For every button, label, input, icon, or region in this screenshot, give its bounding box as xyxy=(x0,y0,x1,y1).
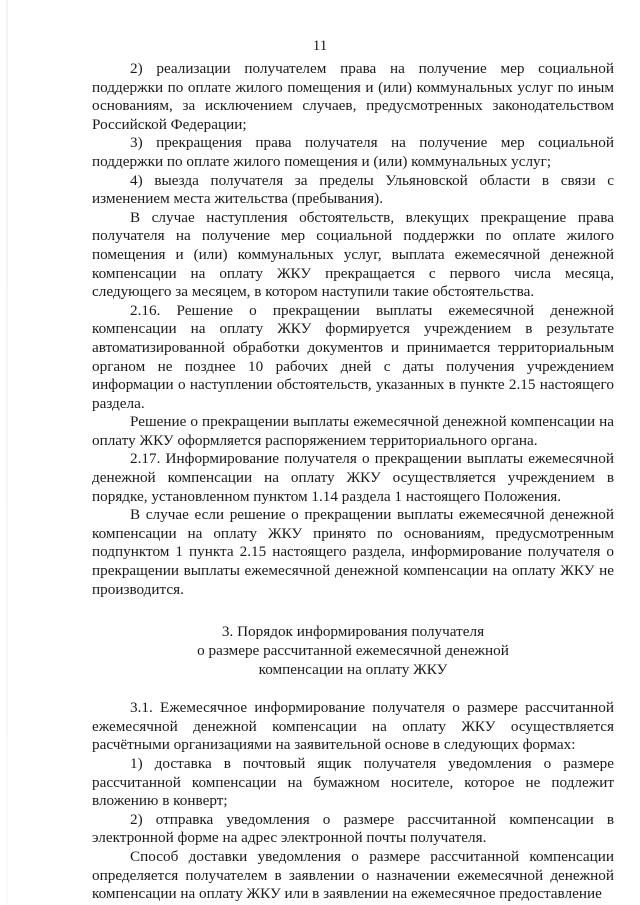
heading-line-2: о размере рассчитанной ежемесячной денежной xyxy=(197,642,509,660)
page-number: 11 xyxy=(312,38,328,54)
heading-line-3: компенсации на оплату ЖКУ xyxy=(258,661,448,679)
paragraph-form-2: 2) отправка уведомления о размере рассчитанной компенсации в электронной форме на адрес электронной почты получателя. xyxy=(92,810,614,847)
section-3-heading xyxy=(92,622,614,679)
document-body xyxy=(92,60,614,904)
paragraph-form-1: 1) доставка в почтовый ящик получателя уведомления о размере рассчитанной компенсации на бумажном носителе, которое не подлежит вложению в конверт; xyxy=(92,755,614,810)
paragraph-delivery-method: Способ доставки уведомления о размере рассчитанной компенсации определяется получателем в заявлении о назначении ежемесячной денежной компенсации на оплату ЖКУ или в заявлении на ежемесячное предоставление xyxy=(92,847,614,903)
heading-line-1: 3. Порядок информирования получателя xyxy=(221,623,485,641)
paragraph-decision-order: Решение о прекращении выплаты ежемесячной денежной компенсации на оплату ЖКУ оформляется распоряжением территориального органа. xyxy=(92,413,614,449)
paragraph-no-notification: В случае если решение о прекращении выплаты ежемесячной денежной компенсации на оплату ЖКУ принято по основаниям, предусмотренным подпунктом 1 пункта 2.15 настоящего раздела, информирование получателя о прекращении выплаты ежемесячной денежной компенсации на оплату ЖКУ не производится. xyxy=(92,506,614,598)
paragraph-2-17: 2.17. Информирование получателя о прекращении выплаты ежемесячной денежной компенсации на оплату ЖКУ осуществляется учреждением в порядке, установленном пунктом 1.14 раздела 1 настоящего Положения. xyxy=(92,450,614,505)
paragraph-3-1: 3.1. Ежемесячное информирование получателя о размере рассчитанной ежемесячной денежной компенсации на оплату ЖКУ осуществляется расчётными организациями на заявительной основе в следующих формах: xyxy=(92,699,614,754)
paragraph-item-2: 2) реализации получателем права на получение мер социальной поддержки по оплате жилого помещения и (или) коммунальных услуг по иным основаниям, за исключением случаев, предусмотренных законодательством Российской Федерации; xyxy=(92,60,614,133)
paragraph-termination-case: В случае наступления обстоятельств, влекущих прекращение права получателя на получение мер социальной поддержки по оплате жилого помещения и (или) коммунальных услуг, выплата ежемесячной денежной компенсации на оплату ЖКУ прекращается с первого числа месяца, следующего за месяцем, в котором наступили такие обстоятельства. xyxy=(92,208,614,301)
paragraph-item-4: 4) выезда получателя за пределы Ульяновской области в связи с изменением места жительства (пребывания). xyxy=(92,171,614,208)
scan-edge-mark xyxy=(6,0,8,905)
paragraph-2-16: 2.16. Решение о прекращении выплаты ежемесячной денежной компенсации на оплату ЖКУ формируется учреждением в результате автоматизированной обработки документов и принимается территориальным органом не позднее 10 рабочих дней с даты получения учреждением информации о наступлении обстоятельств, указанных в пункте 2.15 настоящего раздела. xyxy=(92,301,614,412)
paragraph-item-3: 3) прекращения права получателя на получение мер социальной поддержки по оплате жилого помещения и (или) коммунальных услуг; xyxy=(92,134,614,170)
